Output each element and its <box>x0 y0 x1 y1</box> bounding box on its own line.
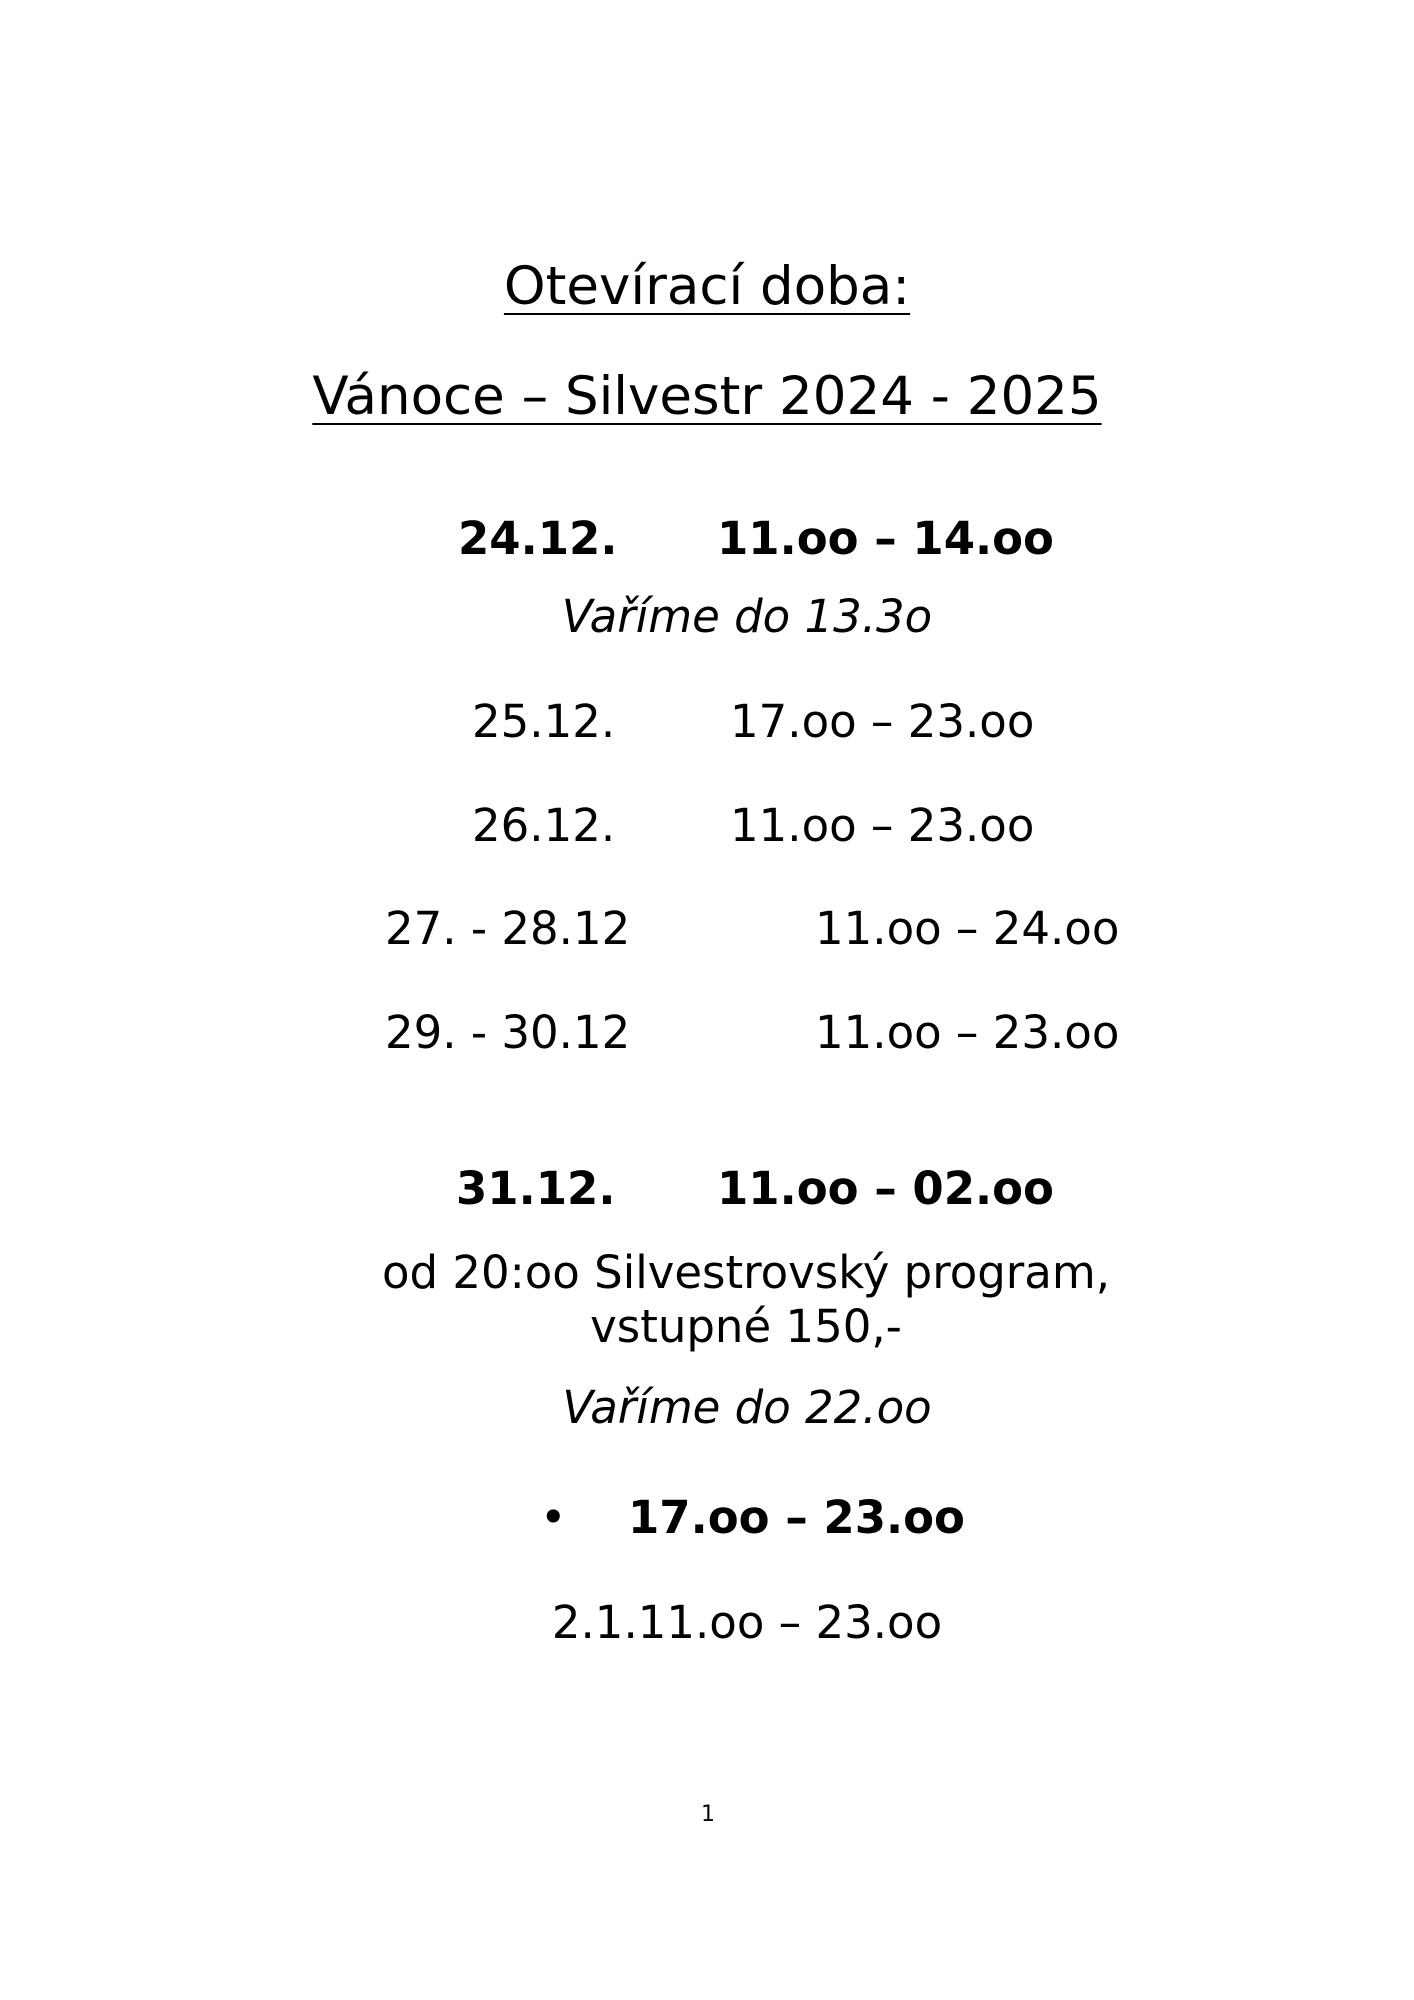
schedule-date: 31.12. <box>456 1162 616 1215</box>
program-note-line-2: vstupné 150,- <box>590 1300 902 1353</box>
schedule-hours: 11.oo – 23.oo <box>815 1006 1120 1059</box>
schedule-hours: 11.oo – 14.oo <box>717 512 1054 565</box>
cooking-note-31-12: Vaříme do 22.oo <box>562 1381 932 1434</box>
cooking-note-24-12: Vaříme do 13.3o <box>561 590 933 643</box>
schedule-date: 25.12. <box>472 695 616 748</box>
program-note-line-1: od 20:oo Silvestrovský program, <box>381 1246 1111 1299</box>
bullet-icon: • <box>540 1491 567 1544</box>
schedule-date: 29. - 30.12 <box>385 1006 631 1059</box>
schedule-row-2-1: 2.1.11.oo – 23.oo <box>551 1596 943 1649</box>
page-title: Otevírací doba: <box>503 256 911 317</box>
page-number: 1 <box>701 1802 715 1827</box>
schedule-hours: 11.oo – 02.oo <box>717 1162 1054 1215</box>
schedule-hours: 11.oo – 23.oo <box>730 799 1035 852</box>
schedule-hours: 17.oo – 23.oo <box>730 695 1035 748</box>
schedule-date: 27. - 28.12 <box>385 902 631 955</box>
schedule-hours: 11.oo – 24.oo <box>815 902 1120 955</box>
page-subtitle: Vánoce – Silvestr 2024 - 2025 <box>312 366 1102 427</box>
schedule-date: 26.12. <box>472 799 616 852</box>
bullet-hours: 17.oo – 23.oo <box>628 1491 965 1544</box>
schedule-date: 24.12. <box>458 512 618 565</box>
